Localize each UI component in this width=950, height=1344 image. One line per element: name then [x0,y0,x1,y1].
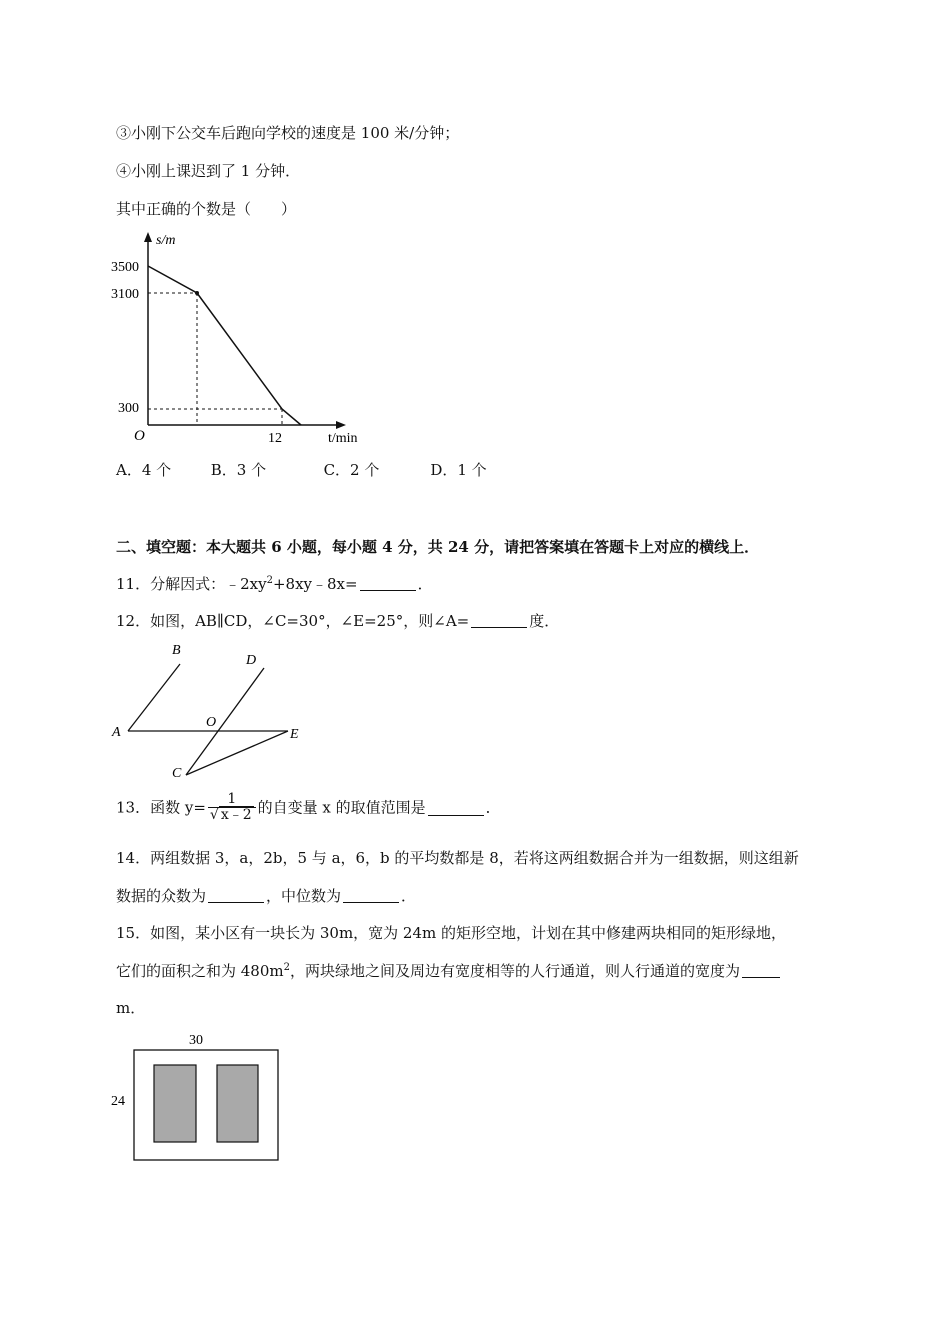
x-axis-label: t/min [328,431,358,446]
q11-sup: 2 [266,575,273,586]
q14-median-label: ，中位数为 [266,887,342,905]
q12-end: 度． [529,612,560,630]
q12 [116,610,559,631]
q11 [116,573,433,594]
q14-median-blank[interactable] [343,887,399,903]
q13-prefix: 13．函数 y= [116,798,206,817]
label-b: B [172,643,181,658]
q15-answer-blank[interactable] [742,962,780,978]
q13-fraction [208,792,256,824]
label-o: O [206,715,217,730]
q13-radicand: x﹣2 [220,807,252,824]
section-2-heading: 二、填空题：本大题共 6 小题，每小题 4 分，共 24 分，请把答案填在答题卡上对应的横线上． [116,538,760,556]
y-tick-3500: 3500 [111,260,139,275]
q11-answer-blank[interactable] [360,575,416,591]
q15-line-3: m． [116,999,146,1017]
q15-line-2-a: 它们的面积之和为 480m [116,962,284,980]
option-c[interactable]: C．2 个 [323,461,380,479]
label-a: A [112,725,121,740]
q11-suffix: +8xy﹣8x= [272,575,358,593]
y-tick-300: 300 [118,401,139,416]
q14-mode-label: 数据的众数为 [116,887,207,905]
q11-end: ． [417,575,433,593]
label-c: C [172,766,182,781]
q13-numerator: 1 [208,792,256,808]
rectangular-plot-figure [108,1028,288,1168]
q13-denominator: √ x﹣2 [209,807,252,824]
q12-answer-blank[interactable] [471,612,527,628]
q13 [116,792,501,824]
q13-end: ． [485,798,501,817]
y-tick-3100: 3100 [111,287,139,302]
q13-answer-blank[interactable] [428,800,484,816]
width-label: 30 [189,1033,203,1048]
distance-time-graph [108,228,368,448]
q13-suffix: 的自变量 x 的取值范围是 [257,798,426,817]
option-d[interactable]: D．1 个 [430,461,487,479]
q11-prefix: 11．分解因式：﹣2xy [116,575,267,593]
label-e: E [290,727,299,742]
y-axis-label: s/m [156,233,176,248]
origin-label: O [134,428,145,444]
q12-prefix: 12．如图，AB∥CD，∠C=30°，∠E=25°，则∠A= [116,612,470,630]
option-b[interactable]: B．3 个 [210,461,267,479]
q10-options [116,459,487,480]
label-d: D [246,653,257,668]
q15-line-2 [116,960,782,981]
graph-point [195,291,199,295]
q14-mode-blank[interactable] [208,887,264,903]
q10-item-4: ④小刚上课迟到了 1 分钟． [116,162,301,180]
height-label: 24 [111,1094,125,1109]
q10-stem: 其中正确的个数是（ ） [116,200,297,218]
parallel-lines-figure [110,640,310,785]
segment-ab [128,664,180,731]
y-axis-arrow [144,232,152,242]
q15-line-1: 15．如图，某小区有一块长为 30m，宽为 24m 的矩形空地，计划在其中修建两块相同的矩形绿地， [116,924,787,942]
q14-line-1: 14．两组数据 3，a，2b，5 与 a，6，b 的平均数都是 8，若将这两组数据合并为一组数据，则这组新 [116,849,799,867]
graph-line [148,266,301,425]
q15-line-2-b: ，两块绿地之间及周边有宽度相等的人行通道，则人行通道的宽度为 [290,962,741,980]
q10-item-3: ③小刚下公交车后跑向学校的速度是 100 米/分钟； [116,124,460,142]
green-area-right [217,1065,258,1142]
option-a[interactable]: A．4 个 [116,461,172,479]
x-axis-arrow [336,421,346,429]
q14-end: ． [401,887,417,905]
q15-sup: 2 [283,962,290,973]
segment-cd [186,668,264,775]
green-area-left [154,1065,196,1142]
x-tick-12: 12 [268,431,282,446]
q14-line-2 [116,885,416,906]
